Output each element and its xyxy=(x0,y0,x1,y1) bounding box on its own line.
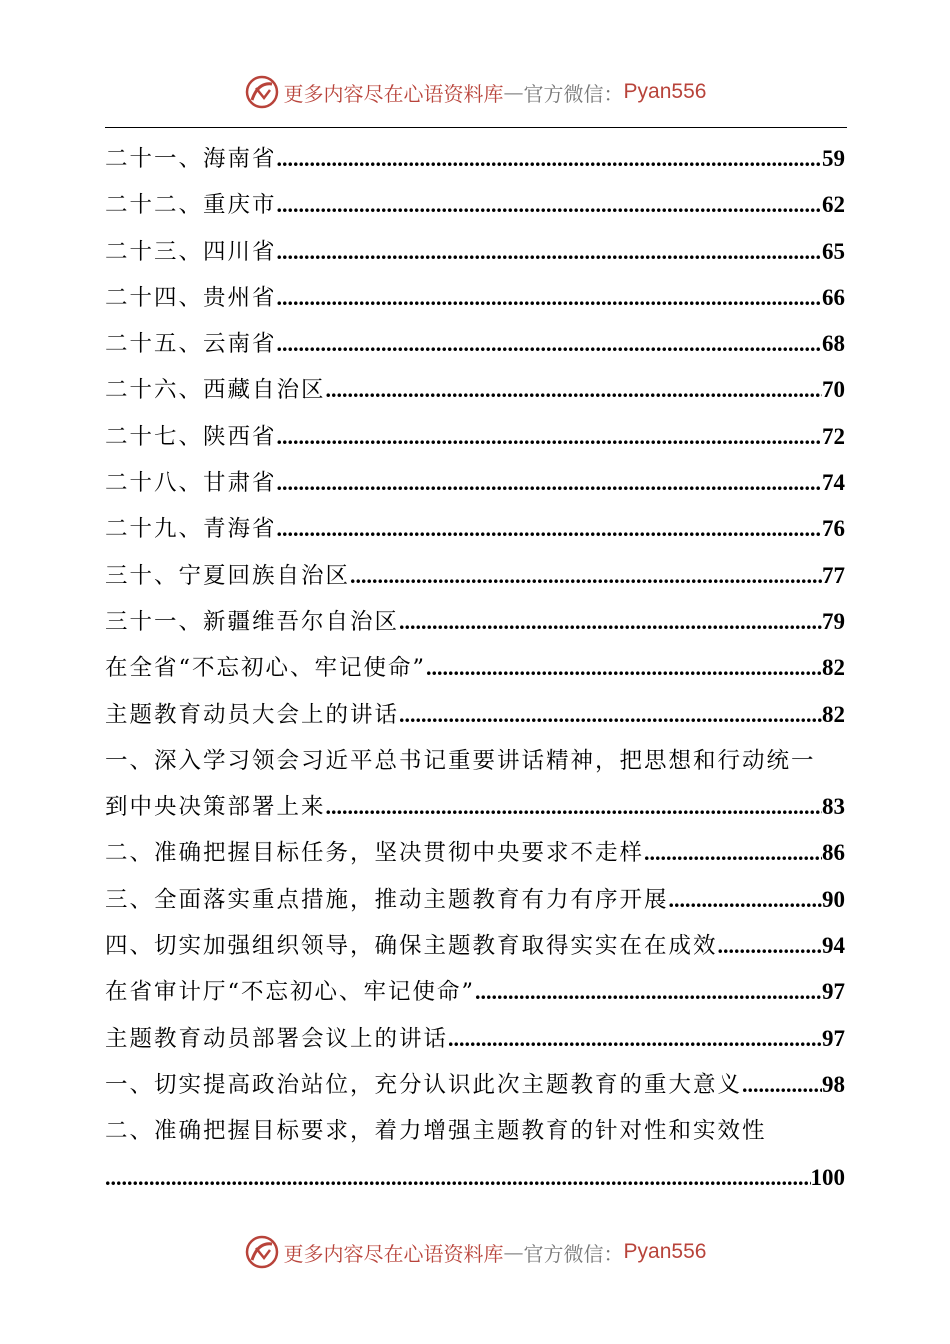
toc-entry-page: 83 xyxy=(822,794,845,820)
toc-entry-page: 77 xyxy=(822,562,845,588)
toc-leader-dots xyxy=(277,414,822,460)
toc-entry[interactable] xyxy=(105,1016,845,1062)
toc-entry-page: 86 xyxy=(822,840,845,866)
toc-entry-title: 二十七、陕西省 xyxy=(105,423,277,450)
watermark-id: Pyan556 xyxy=(623,1240,707,1263)
toc-entry-title: 主题教育动员部署会议上的讲话 xyxy=(105,1025,449,1052)
toc-entry[interactable] xyxy=(105,553,845,599)
toc-entry-page: 76 xyxy=(822,516,845,542)
toc-entry[interactable] xyxy=(105,1108,845,1154)
brand-logo-icon xyxy=(244,1234,280,1270)
toc-leader-dots xyxy=(277,136,822,182)
toc-entry-title: 四、切实加强组织领导，确保主题教育取得实实在在成效 xyxy=(105,933,718,960)
toc-entry[interactable] xyxy=(105,275,845,321)
toc-entry[interactable] xyxy=(105,367,845,413)
toc-entry[interactable] xyxy=(105,1062,845,1108)
toc-entry-title: 三十、宁夏回族自治区 xyxy=(105,562,351,589)
toc-entry-title: 二十九、青海省 xyxy=(105,516,277,543)
toc-entry[interactable] xyxy=(105,182,845,228)
toc-entry-title: 二十三、四川省 xyxy=(105,238,277,265)
toc-leader-dots xyxy=(277,275,822,321)
toc-leader-dots xyxy=(277,506,822,552)
toc-entry[interactable] xyxy=(105,923,845,969)
header-rule xyxy=(105,127,847,128)
toc-leader-dots xyxy=(277,321,822,367)
watermark-header xyxy=(0,72,950,112)
toc-leader-dots xyxy=(277,182,822,228)
toc-entry[interactable] xyxy=(105,969,845,1015)
toc-leader-dots xyxy=(326,367,822,413)
toc-entry-page: 70 xyxy=(822,377,845,403)
toc-entry[interactable] xyxy=(105,136,845,182)
toc-leader-dots xyxy=(742,1062,822,1108)
toc-entry-title: 二十二、重庆市 xyxy=(105,192,277,219)
toc-leader-dots xyxy=(105,1155,811,1201)
toc-entry[interactable] xyxy=(105,321,845,367)
toc-entry-title: 二、准确把握目标要求，着力增强主题教育的针对性和实效性 xyxy=(105,1118,767,1145)
watermark-label: 官方微信： xyxy=(523,81,624,106)
watermark-sep: — xyxy=(503,1240,524,1264)
toc-entry[interactable] xyxy=(105,414,845,460)
toc-entry-page: 74 xyxy=(822,470,845,496)
toc-entry-page: 59 xyxy=(822,146,845,171)
toc-entry-title: 三十一、新疆维吾尔自治区 xyxy=(105,608,400,635)
toc-entry-page: 98 xyxy=(822,1071,845,1097)
toc-entry[interactable] xyxy=(105,1155,845,1201)
toc-entry-page: 79 xyxy=(822,608,845,634)
toc-entry-page: 82 xyxy=(822,655,845,681)
toc-leader-dots xyxy=(277,229,822,275)
toc-entry-title: 一、深入学习领会习近平总书记重要讲话精神，把思想和行动统一 xyxy=(105,747,816,774)
table-of-contents xyxy=(105,136,845,1201)
toc-leader-dots xyxy=(326,784,822,830)
watermark-footer xyxy=(0,1232,950,1272)
toc-entry-title: 二十八、甘肃省 xyxy=(105,470,277,497)
toc-entry[interactable] xyxy=(105,506,845,552)
toc-leader-dots xyxy=(669,877,822,923)
watermark-main: 更多内容尽在心语资料库 xyxy=(283,1241,504,1266)
toc-leader-dots xyxy=(399,599,822,645)
toc-entry[interactable] xyxy=(105,599,845,645)
watermark-sep: — xyxy=(503,80,524,104)
toc-entry[interactable] xyxy=(105,645,845,691)
watermark-label: 官方微信： xyxy=(523,1241,624,1266)
toc-entry[interactable] xyxy=(105,692,845,738)
toc-entry-page: 100 xyxy=(810,1164,845,1190)
toc-entry-title: 一、切实提高政治站位，充分认识此次主题教育的重大意义 xyxy=(105,1071,743,1098)
watermark-id: Pyan556 xyxy=(623,80,707,103)
toc-entry-title: 主题教育动员大会上的讲话 xyxy=(105,701,400,728)
toc-leader-dots xyxy=(426,645,822,691)
toc-entry-title: 在全省“不忘初心、牢记使命” xyxy=(105,655,427,682)
toc-entry-page: 82 xyxy=(822,701,845,727)
toc-leader-dots xyxy=(644,830,822,876)
toc-leader-dots xyxy=(448,1016,822,1062)
brand-logo-icon xyxy=(244,74,280,110)
toc-entry-title: 二十一、海南省 xyxy=(105,146,277,172)
toc-entry[interactable] xyxy=(105,738,845,784)
toc-entry-title: 三、全面落实重点措施，推动主题教育有力有序开展 xyxy=(105,886,669,913)
toc-entry-page: 68 xyxy=(822,331,845,357)
toc-entry-title: 二十五、云南省 xyxy=(105,331,277,358)
toc-entry[interactable] xyxy=(105,460,845,506)
toc-entry-page: 94 xyxy=(822,933,845,959)
toc-leader-dots xyxy=(277,460,822,506)
toc-entry-title: 到中央决策部署上来 xyxy=(105,794,326,821)
toc-leader-dots xyxy=(718,923,822,969)
toc-entry-page: 62 xyxy=(822,192,845,218)
toc-entry-title: 在省审计厅“不忘初心、牢记使命” xyxy=(105,979,476,1006)
toc-entry-page: 90 xyxy=(822,886,845,912)
toc-entry-title: 二十六、西藏自治区 xyxy=(105,377,326,404)
toc-entry-title: 二、准确把握目标任务，坚决贯彻中央要求不走样 xyxy=(105,840,645,867)
toc-leader-dots xyxy=(350,553,822,599)
toc-entry-page: 97 xyxy=(822,1025,845,1051)
toc-leader-dots xyxy=(399,692,822,738)
toc-entry[interactable] xyxy=(105,877,845,923)
toc-entry-page: 66 xyxy=(822,284,845,310)
toc-entry[interactable] xyxy=(105,229,845,275)
watermark-main: 更多内容尽在心语资料库 xyxy=(283,81,504,106)
toc-entry-title: 二十四、贵州省 xyxy=(105,284,277,311)
toc-entry[interactable] xyxy=(105,830,845,876)
toc-entry-page: 65 xyxy=(822,238,845,264)
toc-entry-page: 72 xyxy=(822,423,845,449)
toc-leader-dots xyxy=(475,969,822,1015)
toc-entry-page: 97 xyxy=(822,979,845,1005)
toc-entry[interactable] xyxy=(105,784,845,830)
